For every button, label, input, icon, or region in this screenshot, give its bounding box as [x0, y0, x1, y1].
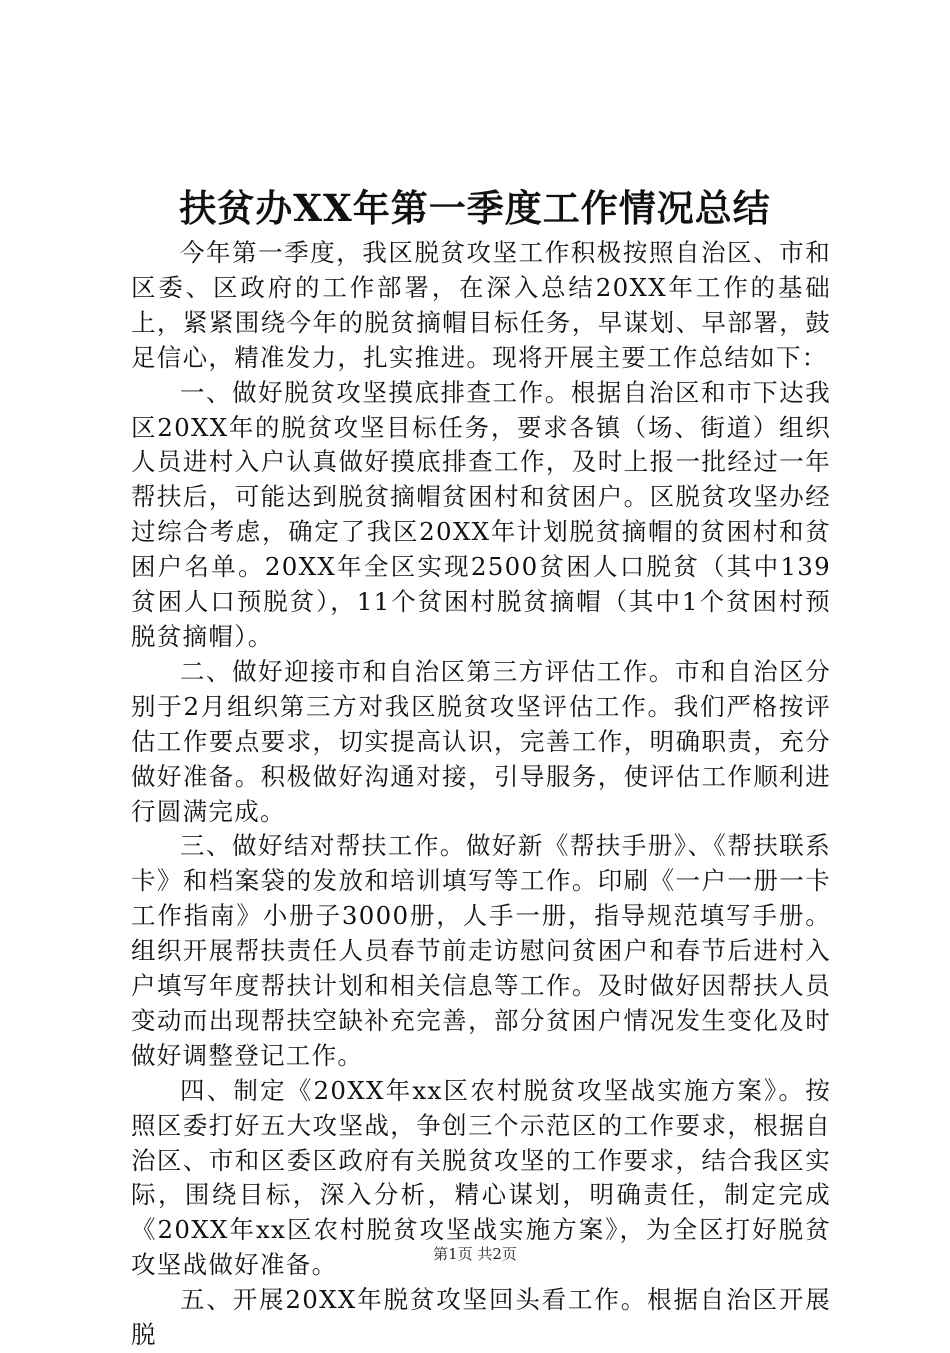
section-2-paragraph: 二、做好迎接市和自治区第三方评估工作。市和自治区分别于2月组织第三方对我区脱贫攻坚评估工作。我们严格按评估工作要点要求，切实提高认识，完善工作，明确职责，充分做好准备。积极做好沟通对接，引导服务，使评估工作顺利进行圆满完成。 — [131, 656, 831, 826]
intro-paragraph: 今年第一季度，我区脱贫攻坚工作积极按照自治区、市和区委、区政府的工作部署，在深入总结20XX年工作的基础上，紧紧围绕今年的脱贫摘帽目标任务，早谋划、早部署，鼓足信心，精准发力，扎实推进。现将开展主要工作总结如下： — [131, 238, 831, 372]
document-body — [131, 236, 831, 1353]
section-4-paragraph: 四、制定《20XX年xx区农村脱贫攻坚战实施方案》。按照区委打好五大攻坚战，争创三个示范区的工作要求，根据自治区、市和区委区政府有关脱贫攻坚的工作要求，结合我区实际，围绕目标，深入分析，精心谋划，明确责任，制定完成《20XX年xx区农村脱贫攻坚战实施方案》，为全区打好脱贫攻坚战做好准备。 — [131, 1075, 831, 1280]
section-3-paragraph: 三、做好结对帮扶工作。做好新《帮扶手册》、《帮扶联系卡》和档案袋的发放和培训填写等工作。印刷《一户一册一卡工作指南》小册子3000册，人手一册，指导规范填写手册。组织开展帮扶责任人员春节前走访慰问贫困户和春节后进村入户填写年度帮扶计划和相关信息等工作。及时做好因帮扶人员变动而出现帮扶空缺补充完善，部分贫困户情况发生变化及时做好调整登记工作。 — [131, 831, 831, 1070]
section-5-paragraph: 五、开展20XX年脱贫攻坚回头看工作。根据自治区开展脱 — [131, 1285, 831, 1350]
document-title: 扶贫办XX年第一季度工作情况总结 — [179, 186, 771, 230]
page-footer: 第1页 共2页 — [433, 1245, 517, 1263]
section-1-paragraph: 一、做好脱贫攻坚摸底排查工作。根据自治区和市下达我区20XX年的脱贫攻坚目标任务，要求各镇（场、街道）组织人员进村入户认真做好摸底排查工作，及时上报一批经过一年帮扶后，可能达到脱贫摘帽贫困村和贫困户。区脱贫攻坚办经过综合考虑，确定了我区20XX年计划脱贫摘帽的贫困村和贫困户名单。20XX年全区实现2500贫困人口脱贫（其中139贫困人口预脱贫），11个贫困村脱贫摘帽（其中1个贫困村预脱贫摘帽）。 — [131, 377, 831, 651]
